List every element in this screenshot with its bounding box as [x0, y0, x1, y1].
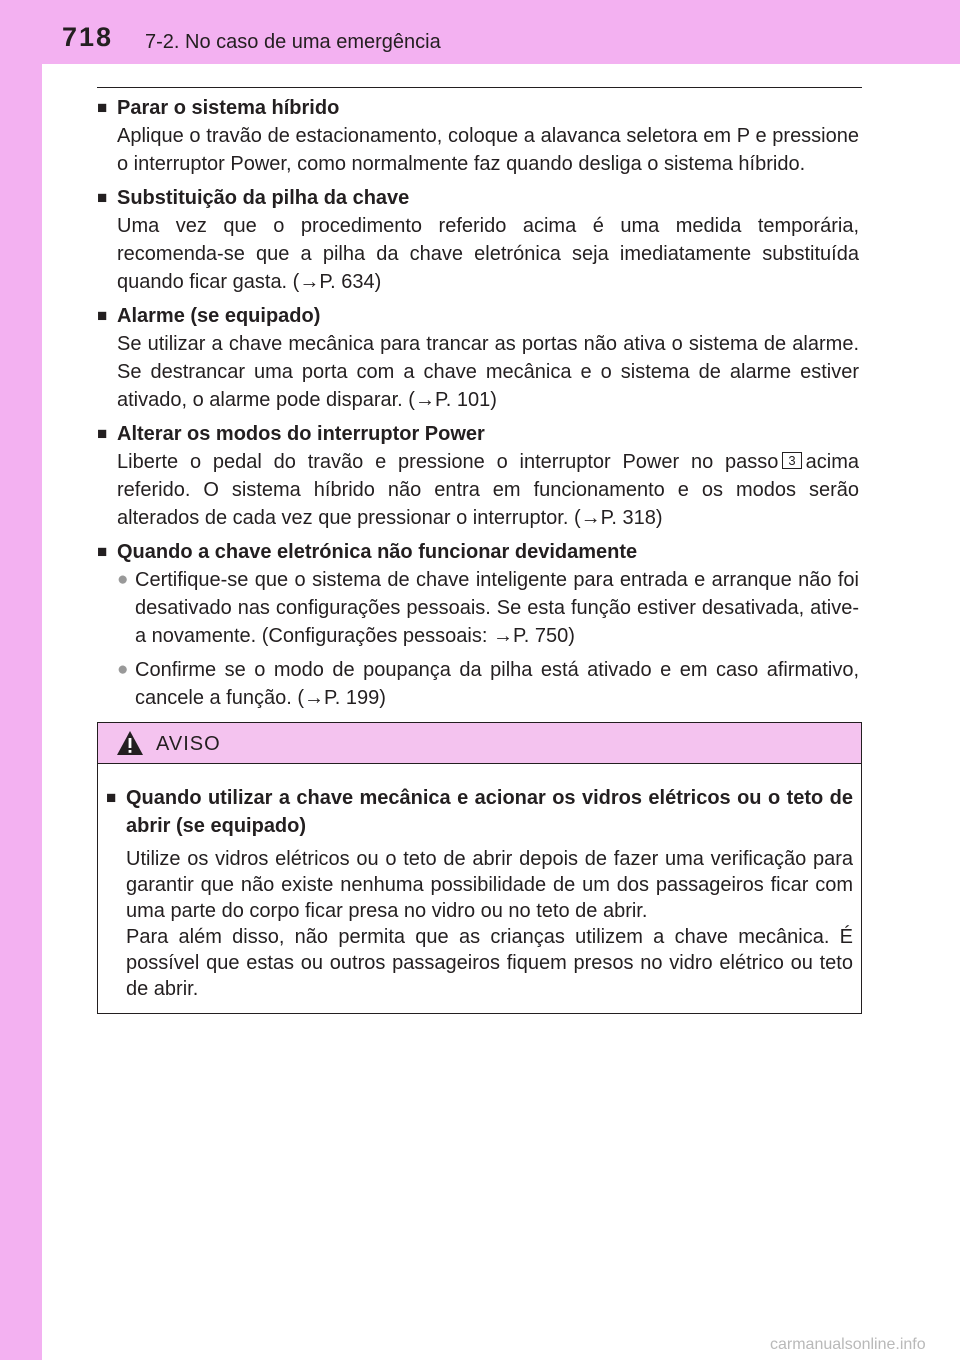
- warning-paragraph: Utilize os vidros elétricos ou o teto de abrir depois de fazer uma verificação para garantir que não existe nenhuma possibilidade de um dos passageiros ficar com uma parte do corpo ficar presa no vidro ou no teto de abrir.: [126, 848, 853, 922]
- section-key-not-working: [97, 538, 859, 712]
- square-bullet-icon: ■: [97, 542, 108, 561]
- warning-title: Quando utilizar a chave mecânica e acionar os vidros elétricos ou o teto de abrir (se equipado): [126, 787, 853, 837]
- list-item: [117, 656, 859, 712]
- section-title: Alterar os modos do interruptor Power: [117, 423, 485, 445]
- top-color-band: [0, 0, 960, 64]
- header-divider: [97, 87, 862, 88]
- main-content: [97, 94, 859, 718]
- warning-header: [98, 723, 861, 764]
- square-bullet-icon: ■: [106, 788, 117, 807]
- text-after-step: acima referido. O sistema híbrido não entra em funcionamento e os modos serão alterados de cada vez que pressionar o interruptor. (→P. 318): [117, 451, 859, 529]
- list-item: [117, 566, 859, 650]
- warning-heading: [106, 784, 853, 840]
- section-text: [117, 448, 859, 532]
- square-bullet-icon: ■: [97, 188, 108, 207]
- chapter-title: 7-2. No caso de uma emergência: [145, 31, 441, 53]
- warning-body: [98, 764, 861, 1002]
- section-title: Substituição da pilha da chave: [117, 187, 410, 209]
- list-item-text: Certifique-se que o sistema de chave inteligente para entrada e arranque não foi desativado nas configurações pessoais. Se esta função estiver desativada, ative-a novamente. (Configurações pessoais: →P. 750): [135, 569, 859, 647]
- warning-box: [97, 722, 862, 1014]
- warning-triangle-icon: [116, 730, 144, 756]
- warning-text: [126, 846, 853, 1002]
- section-alarm: [97, 302, 859, 414]
- section-title: Quando a chave eletrónica não funcionar devidamente: [117, 541, 638, 563]
- left-color-band: [0, 0, 42, 1360]
- section-stop-hybrid: [97, 94, 859, 178]
- circle-bullet-icon: ●: [117, 569, 129, 590]
- section-heading: [97, 420, 859, 448]
- section-power-modes: [97, 420, 859, 532]
- square-bullet-icon: ■: [97, 98, 108, 117]
- section-title: Alarme (se equipado): [117, 305, 321, 327]
- section-heading: [97, 538, 859, 566]
- section-text: Uma vez que o procedimento referido acima é uma medida temporária, recomenda-se que a pilha da chave eletrónica seja imediatamente substituída quando ficar gasta. (→P. 634): [117, 215, 859, 293]
- watermark: carmanualsonline.info: [770, 1336, 926, 1353]
- section-text: Se utilizar a chave mecânica para trancar as portas não ativa o sistema de alarme. Se destrancar uma porta com a chave mecânica e o sistema de alarme estiver ativado, o alarme pode disparar. (→P. 101): [117, 333, 859, 411]
- circle-bullet-icon: ●: [117, 659, 129, 680]
- warning-label: AVISO: [156, 733, 221, 755]
- section-title: Parar o sistema híbrido: [117, 97, 340, 119]
- step-reference-box: 3: [782, 452, 801, 469]
- square-bullet-icon: ■: [97, 424, 108, 443]
- section-heading: [97, 302, 859, 330]
- section-heading: [97, 184, 859, 212]
- square-bullet-icon: ■: [97, 306, 108, 325]
- section-text: Aplique o travão de estacionamento, coloque a alavanca seletora em P e pressione o interruptor Power, como normalmente faz quando desliga o sistema híbrido.: [117, 125, 859, 175]
- page-number: 718: [62, 22, 114, 52]
- warning-paragraph: Para além disso, não permita que as crianças utilizem a chave mecânica. É possível que estas ou outros passageiros fiquem presos no vidro elétrico ou teto de abrir.: [126, 926, 853, 1000]
- section-replace-battery: [97, 184, 859, 296]
- text-before-step: Liberte o pedal do travão e pressione o interruptor Power no passo: [117, 451, 779, 473]
- section-heading: [97, 94, 859, 122]
- list-item-text: Confirme se o modo de poupança da pilha está ativado e em caso afirmativo, cancele a função. (→P. 199): [135, 659, 859, 709]
